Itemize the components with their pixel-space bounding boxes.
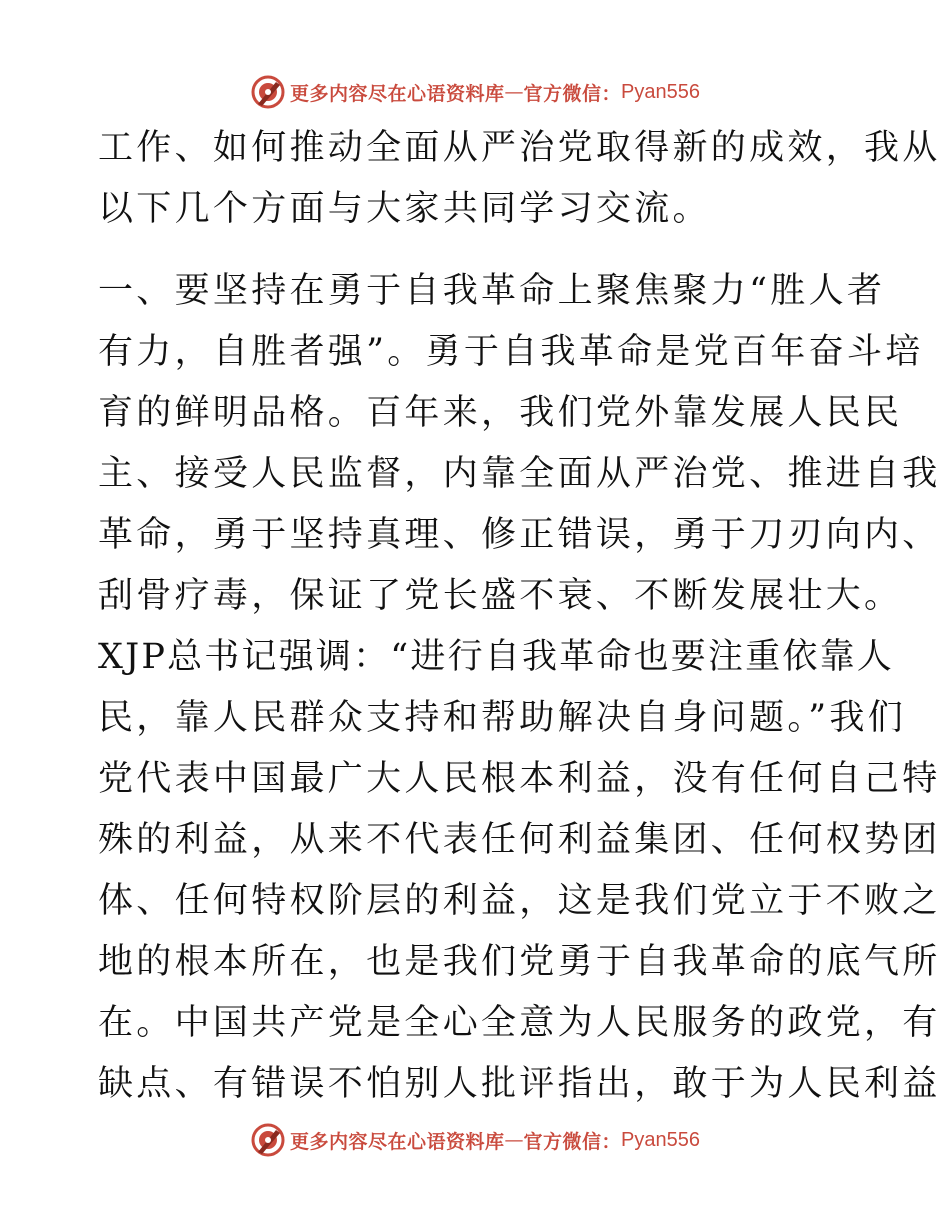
body-line: 有力，自胜者强”。勇于自我革命是党百年奋斗培 — [98, 332, 924, 372]
body-line: 党代表中国最广大人民根本利益，没有任何自己特 — [98, 759, 941, 799]
watermark-text: 更多内容尽在心语资料库 — [290, 82, 505, 105]
body-line: 革命，勇于坚持真理、修正错误，勇于刀刃向内、 — [98, 515, 941, 555]
header-watermark — [0, 72, 950, 112]
body-line: 刮骨疗毒，保证了党长盛不衰、不断发展壮大。 — [98, 576, 903, 616]
body-line: 以下几个方面与大家共同学习交流。 — [98, 189, 711, 229]
watermark-text: 更多内容尽在心语资料库 — [290, 1130, 505, 1153]
body-line: 地的根本所在，也是我们党勇于自我革命的底气所 — [98, 942, 941, 982]
watermark-handle: Pyan556 — [621, 80, 700, 103]
section-heading-line: 一、要坚持在勇于自我革命上聚焦聚力“胜人者 — [98, 271, 886, 311]
body-line: 在。中国共产党是全心全意为人民服务的政党，有 — [98, 1003, 941, 1043]
body-line: 体、任何特权阶层的利益，这是我们党立于不败之 — [98, 881, 941, 921]
body-line: XJP总书记强调：“进行自我革命也要注重依靠人 — [98, 637, 894, 677]
footer-watermark — [0, 1120, 950, 1160]
body-line: 民，靠人民群众支持和帮助解决自身问题。”我们 — [98, 698, 906, 738]
watermark-handle: Pyan556 — [621, 1128, 700, 1151]
body-line: 主、接受人民监督，内靠全面从严治党、推进自我 — [98, 454, 941, 494]
watermark-separator: — — [504, 81, 524, 103]
watermark-label: 官方微信： — [523, 1130, 622, 1153]
document-body — [98, 122, 941, 1119]
watermark-label: 官方微信： — [523, 82, 622, 105]
body-line: 缺点、有错误不怕别人批评指出，敢于为人民利益 — [98, 1064, 941, 1104]
body-line: 育的鲜明品格。百年来，我们党外靠发展人民民 — [98, 393, 903, 433]
body-line: 工作、如何推动全面从严治党取得新的成效，我从 — [98, 128, 941, 168]
body-line: 殊的利益，从来不代表任何利益集团、任何权势团 — [98, 820, 941, 860]
pen-seal-logo-icon — [250, 74, 286, 110]
pen-seal-logo-icon — [250, 1122, 286, 1158]
watermark-separator: — — [504, 1129, 524, 1151]
